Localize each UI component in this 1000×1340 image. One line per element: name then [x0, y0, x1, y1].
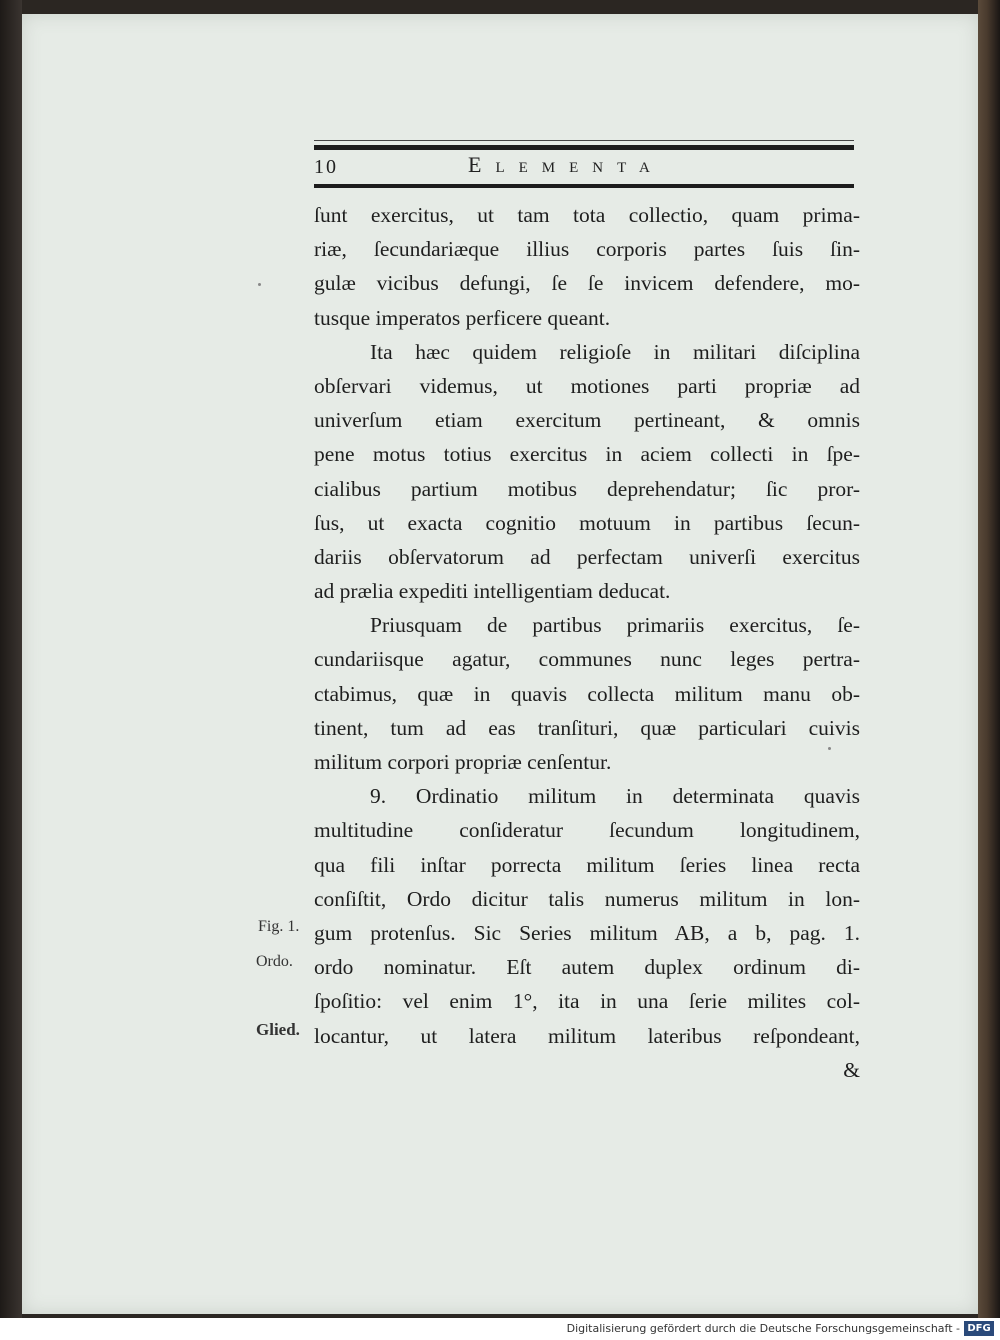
text-line: obſervari videmus, ut motiones parti propriæ ad	[314, 373, 860, 398]
text-line: militum corpori propriæ cenſentur.	[314, 750, 612, 774]
scan-edge-right	[978, 0, 1000, 1318]
text-line: ctabimus, quæ in quavis collecta militum manu ob-	[314, 681, 860, 706]
text-line: Priusquam de partibus primariis exercitus, ſe-	[370, 613, 860, 638]
text-line: cialibus partium motibus deprehendatur; ſic pror-	[314, 476, 860, 501]
header-rule-bottom	[314, 184, 854, 188]
text-line: multitudine conſideratur ſecundum longitudinem,	[314, 818, 860, 843]
text-line: riæ, ſecundariæque illius corporis partes ſuis ſin-	[314, 237, 860, 262]
margin-note-ordo: Ordo.	[256, 953, 293, 970]
text-line: pene motus totius exercitus in aciem collecti in ſpe-	[314, 442, 860, 467]
text-line: conſiſtit, Ordo dicitur talis numerus militum in lon-	[314, 886, 860, 911]
text-line: ſpoſitio: vel enim 1°, ita in una ſerie milites col-	[314, 989, 860, 1014]
text-line: locantur, ut latera militum lateribus reſpondeant,	[314, 1023, 860, 1048]
catchword: &	[843, 1057, 860, 1082]
margin-speck	[258, 283, 261, 286]
text-line: gum protenſus. Sic Series militum AB, a b, pag. 1.	[314, 920, 860, 945]
dfg-logo: DFG	[964, 1321, 994, 1336]
text-line: ſunt exercitus, ut tam tota collectio, quam prima-	[314, 203, 860, 227]
text-line: ordo nominatur. Eſt autem duplex ordinum di-	[314, 955, 860, 980]
text-line: dariis obſervatorum ad perfectam univerſi exercitus	[314, 544, 860, 569]
page-number: 10	[314, 156, 338, 178]
body-text	[314, 198, 860, 1087]
text-line: tinent, tum ad eas tranſituri, quæ particulari cuivis	[314, 715, 860, 740]
text-line: tusque imperatos perficere queant.	[314, 305, 611, 330]
text-line: ſus, ut exacta cognitio motuum in partibus ſecun-	[314, 510, 860, 535]
scan-edge-left	[0, 0, 22, 1318]
header-rule-thin	[314, 140, 854, 141]
text-line: 9. Ordinatio militum in determinata quavis	[370, 784, 860, 809]
header-rule-top	[314, 145, 854, 150]
margin-note-fig: Fig. 1.	[258, 918, 300, 935]
text-line: cundariisque agatur, communes nunc leges pertra-	[314, 647, 860, 672]
text-line: univerſum etiam exercitum pertineant, & omnis	[314, 408, 860, 433]
text-line: qua fili inſtar porrecta militum ſeries linea recta	[314, 852, 860, 877]
text-line: ad prælia expediti intelligentiam deducat.	[314, 579, 671, 604]
footer-credit: Digitalisierung gefördert durch die Deutsche Forschungsgemeinschaft -	[566, 1322, 960, 1335]
margin-note-glied: Glied.	[256, 1020, 300, 1039]
text-line: Ita hæc quidem religioſe in militari diſciplina	[370, 339, 860, 364]
text-line: gulæ vicibus defungi, ſe ſe invicem defendere, mo-	[314, 271, 860, 296]
running-title: Elementa	[468, 152, 664, 177]
